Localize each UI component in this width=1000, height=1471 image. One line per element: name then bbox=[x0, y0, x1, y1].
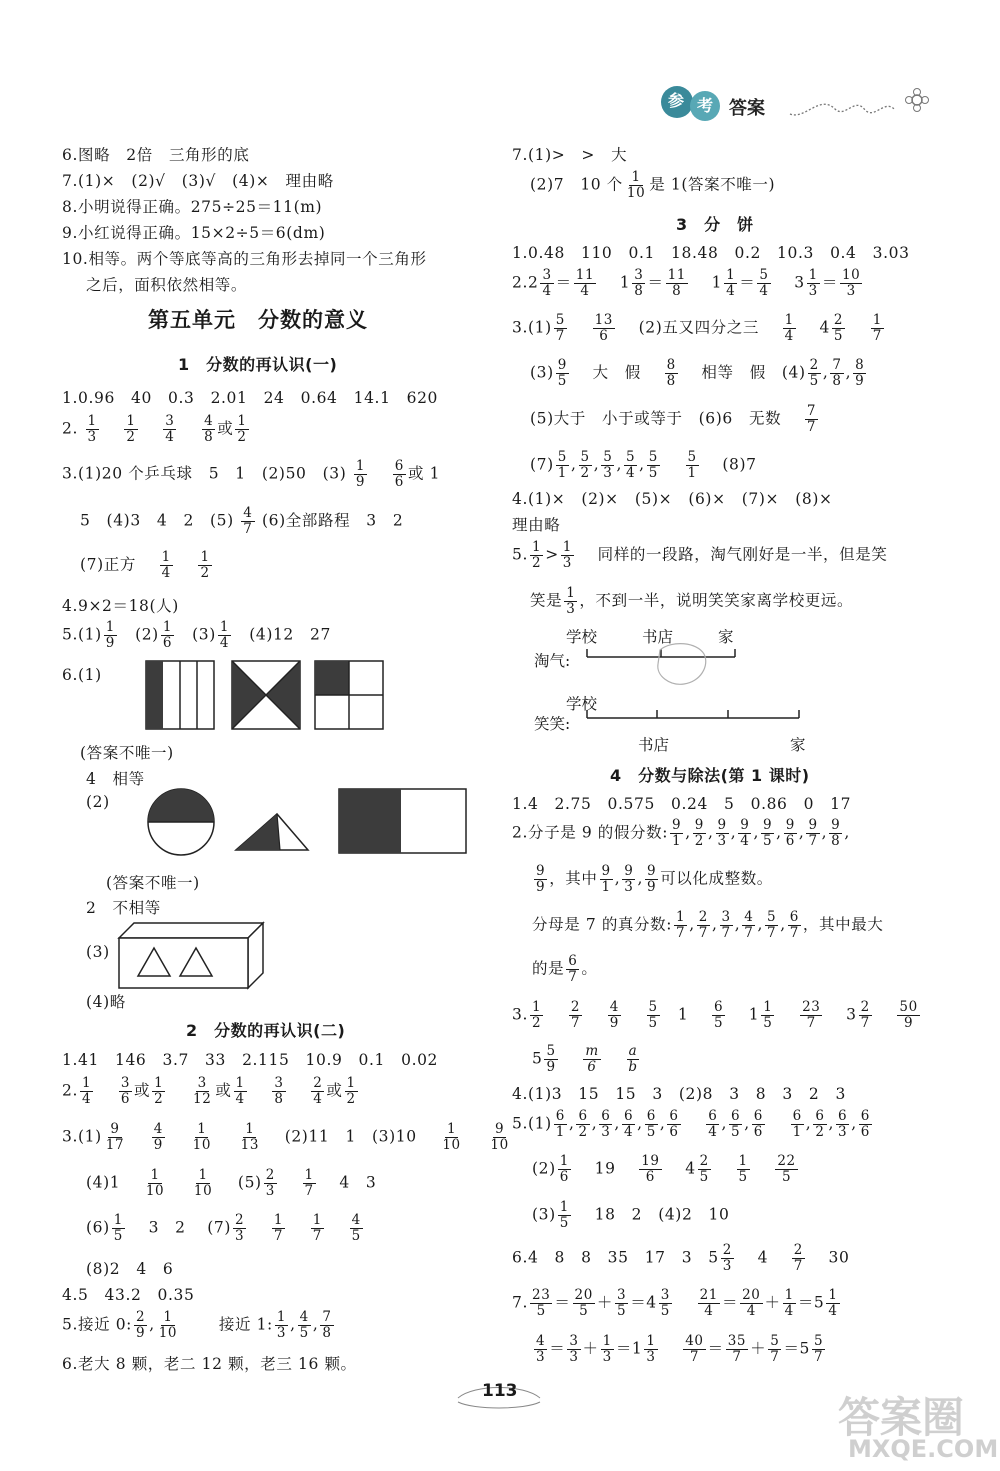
fraction: $\frac{9}{5}$ bbox=[557, 357, 567, 389]
fraction: $\frac{23}{7}$ bbox=[802, 999, 821, 1031]
watermark-logo: 答案圈 bbox=[838, 1393, 965, 1442]
fraction: $\frac{1}{4}$ bbox=[784, 1287, 794, 1319]
text: 6.4 8 8 35 17 3 5 bbox=[512, 1248, 719, 1267]
fraction: $\frac{6}{4}$ bbox=[623, 1108, 634, 1140]
fraction: $\frac{1}{2}$ bbox=[200, 549, 210, 581]
fraction: $\frac{2}{5}$ bbox=[833, 312, 844, 344]
fraction: $\frac{1}{2}$ bbox=[126, 413, 136, 445]
fraction: $\frac{1}{7}$ bbox=[676, 909, 686, 941]
s2-answer-6: 6.老大 8 颗，老二 12 颗，老三 16 颗。 bbox=[62, 1355, 357, 1373]
fraction: $\frac{1}{10}$ bbox=[192, 1121, 212, 1153]
fraction: $\frac{2}{3}$ bbox=[235, 1212, 245, 1244]
fraction: $\frac{5}{7}$ bbox=[770, 1333, 780, 1365]
s4-answer-4: 4.(1)3 15 15 3 (2)8 3 8 3 2 3 bbox=[512, 1085, 846, 1103]
fraction: $\frac{5}{5}$ bbox=[648, 999, 658, 1031]
r-answer-7a: 7.(1)> > 大 bbox=[512, 146, 628, 164]
fraction: $\frac{5}{9}$ bbox=[546, 1043, 556, 1075]
text: 3. bbox=[512, 1005, 528, 1024]
text: (7) bbox=[530, 455, 554, 474]
fraction: $\frac{2}{9}$ bbox=[136, 1309, 146, 1341]
fraction: $\frac{3}{3}$ bbox=[569, 1333, 579, 1365]
fraction: $\frac{5}{7}$ bbox=[766, 909, 777, 941]
text: 大 假 bbox=[592, 363, 641, 382]
fraction: $\frac{3}{4}$ bbox=[165, 413, 175, 445]
fraction: $\frac{1}{3}$ bbox=[276, 1309, 287, 1341]
text: 分母是 7 的真分数: bbox=[532, 915, 673, 934]
fraction: $\frac{6}{4}$ bbox=[708, 1108, 718, 1140]
fraction: $\frac{13}{6}$ bbox=[594, 312, 613, 344]
s4-answer-7b: $\frac{4}{3}$ ＝ $\frac{3}{3}$ ＋ $\frac{1}{3}$ ＝1 $\frac{1}{3}$ $\frac{40}{7}$ ＝ $\frac{35}{7}$ ＋ $\frac{5}{7}$ ＝5 $\frac{5}{7}$ bbox=[536, 1333, 824, 1365]
fraction: $\frac{6}{3}$ bbox=[601, 1108, 611, 1140]
fraction: $\frac{4}{8}$ bbox=[204, 413, 214, 445]
answer-10b: 之后，面积依然相等。 bbox=[86, 276, 248, 294]
fraction: $\frac{1}{10}$ bbox=[158, 1309, 178, 1341]
label-school-1: 学校 bbox=[566, 628, 598, 646]
label-bookstore-1: 书店 bbox=[642, 628, 674, 646]
fraction: $\frac{1}{10}$ bbox=[626, 169, 646, 201]
fraction: $\frac{9}{8}$ bbox=[831, 817, 841, 849]
fraction: $\frac{19}{6}$ bbox=[641, 1153, 660, 1185]
s3-answer-4b: 理由略 bbox=[512, 516, 561, 534]
text: (3) bbox=[192, 625, 216, 644]
fraction: $\frac{6}{5}$ bbox=[731, 1108, 741, 1140]
s1-answer-6-1-result: 4 相等 bbox=[86, 770, 145, 788]
s3-answer-3a: 3.(1) $\frac{5}{7}$ $\frac{13}{6}$ (2)五又四分之三 $\frac{1}{4}$ 4 $\frac{2}{5}$ $\frac{1}{7}$ bbox=[512, 312, 882, 344]
text: 5.接近 0: bbox=[62, 1315, 132, 1334]
text: ，其中 bbox=[549, 869, 598, 888]
s2-answer-3b bbox=[86, 1168, 376, 1199]
label-home-1: 家 bbox=[718, 628, 734, 646]
text: ，不到一半，说明笑笑家离学校更远。 bbox=[579, 591, 854, 610]
fraction: $\frac{9}{1}$ bbox=[601, 863, 611, 895]
fraction: $\frac{4}{5}$ bbox=[351, 1212, 361, 1244]
fraction: $\frac{1}{10}$ bbox=[145, 1167, 165, 1199]
fraction: $\frac{1}{3}$ bbox=[87, 413, 97, 445]
s4-answer-2c: 分母是 7 的真分数: $\frac{1}{7}$ , $\frac{2}{7}$ , $\frac{3}{7}$ , $\frac{4}{7}$ , $\frac{5}{7}$ , $\frac{6}{7}$ ，其中最大 bbox=[532, 909, 884, 941]
s4-answer-2d bbox=[532, 954, 598, 985]
fraction: $\frac{9}{3}$ bbox=[624, 863, 634, 895]
fraction: $\frac{1}{3}$ bbox=[646, 1333, 656, 1365]
text: (3) bbox=[532, 1205, 556, 1224]
fraction: $\frac{1}{4}$ bbox=[82, 1075, 92, 1107]
fraction: $\frac{7}{7}$ bbox=[806, 403, 817, 435]
text: (2)7 10 个 bbox=[530, 175, 623, 194]
text: (2) bbox=[532, 1159, 556, 1178]
s1-answer-4: 4.9×2＝18(人) bbox=[62, 597, 179, 615]
section-4-title: 4 分数与除法(第 1 课时) bbox=[610, 766, 810, 785]
s1-answer-6-2-result: 2 不相等 bbox=[86, 899, 161, 917]
text: 5 (4)3 4 2 (5) bbox=[80, 511, 234, 530]
fraction: $\frac{1}{6}$ bbox=[559, 1153, 569, 1185]
fraction: $\frac{1}{5}$ bbox=[763, 999, 773, 1031]
fraction: $\frac{4}{7}$ bbox=[744, 909, 754, 941]
text: 3 2 bbox=[148, 1218, 186, 1237]
s4-answer-7a: 7. $\frac{23}{5}$ ＝ $\frac{20}{5}$ ＋ $\frac{3}{5}$ ＝4 $\frac{3}{5}$ $\frac{21}{4}$ ＝ $\frac{20}{4}$ ＋ $\frac{1}{4}$ ＝5 $\frac{1}{4}$ bbox=[512, 1287, 838, 1319]
text: 2. bbox=[512, 273, 528, 292]
s1-answer-3b bbox=[80, 506, 403, 537]
text: 7. bbox=[512, 1293, 528, 1312]
fraction: $\frac{2}{7}$ bbox=[698, 909, 708, 941]
label-xiaoxiao: 笑笑: bbox=[534, 715, 571, 733]
text: 19 bbox=[594, 1159, 616, 1178]
fraction: $\frac{4}{3}$ bbox=[536, 1333, 546, 1365]
fraction: $\frac{9}{7}$ bbox=[808, 817, 818, 849]
fraction: $\frac{1}{13}$ bbox=[240, 1121, 260, 1153]
fraction: $\frac{2}{7}$ bbox=[793, 1242, 803, 1274]
fraction: $\frac{m}{6}$ bbox=[585, 1043, 599, 1075]
text: (8)7 bbox=[722, 455, 757, 474]
fraction: $\frac{3}{7}$ bbox=[721, 909, 731, 941]
fraction: $\frac{35}{7}$ bbox=[727, 1333, 747, 1365]
fraction: $\frac{5}{4}$ bbox=[625, 449, 636, 481]
fraction: $\frac{11}{4}$ bbox=[575, 267, 595, 299]
text: 2.分子是 9 的假分数: bbox=[512, 823, 669, 842]
s4-answer-2a: 2.分子是 9 的假分数: $\frac{9}{1}$ , $\frac{9}{2}$ , $\frac{9}{3}$ , $\frac{9}{4}$ , $\frac{9}{5}$ , $\frac{9}{6}$ , $\frac{9}{7}$ , $\frac{9}{8}$ , bbox=[512, 817, 850, 849]
s2-answer-1: 1.41 146 3.7 33 2.115 10.9 0.1 0.02 bbox=[62, 1051, 439, 1069]
fraction: $\frac{9}{1}$ bbox=[672, 817, 682, 849]
s3-answer-5a: 5. $\frac{1}{2}$ > $\frac{1}{3}$ 同样的一段路，淘气刚好是一半，但是笑 bbox=[512, 539, 888, 571]
fraction: $\frac{4}{9}$ bbox=[609, 999, 619, 1031]
header-badge bbox=[655, 84, 935, 126]
fraction: $\frac{1}{3}$ bbox=[566, 585, 576, 617]
text: (7) bbox=[207, 1218, 232, 1237]
answer-6: 6.图略 2倍 三角形的底 bbox=[62, 146, 250, 164]
answer-9: 9.小红说得正确。15×2÷5＝6(dm) bbox=[62, 224, 326, 242]
fraction: $\frac{9}{6}$ bbox=[785, 817, 795, 849]
fraction: $\frac{1}{2}$ bbox=[532, 539, 542, 571]
fraction: $\frac{8}{8}$ bbox=[666, 357, 676, 389]
fraction: $\frac{7}{8}$ bbox=[322, 1309, 332, 1341]
answer-8: 8.小明说得正确。275÷25＝11(m) bbox=[62, 198, 323, 216]
s3-answer-1: 1.0.48 110 0.1 18.48 0.2 10.3 0.4 3.03 bbox=[512, 244, 910, 262]
fraction: $\frac{6}{6}$ bbox=[860, 1108, 870, 1140]
s3-answer-3b: (3) $\frac{9}{5}$ 大 假 $\frac{8}{8}$ 相等 假 (4) $\frac{2}{5}$ , $\frac{7}{8}$ , $\frac{8}{9}$ bbox=[530, 357, 865, 389]
fraction: $\frac{5}{4}$ bbox=[759, 267, 769, 299]
text: 笑是 bbox=[530, 591, 563, 610]
text: 。 bbox=[581, 959, 598, 978]
fraction: $\frac{1}{7}$ bbox=[312, 1212, 322, 1244]
s1-figure-3-prism bbox=[116, 920, 266, 990]
section-2-title: 2 分数的再认识(二) bbox=[186, 1021, 346, 1040]
text: 的是 bbox=[532, 959, 565, 978]
fraction: $\frac{2}{7}$ bbox=[860, 999, 870, 1031]
fraction: $\frac{1}{4}$ bbox=[161, 549, 171, 581]
fraction: $\frac{1}{3}$ bbox=[562, 539, 572, 571]
s1-answer-3a bbox=[62, 459, 440, 490]
s1-answer-6-2: (2) bbox=[86, 793, 110, 811]
fraction: $\frac{6}{1}$ bbox=[555, 1108, 565, 1140]
or-text: 或 bbox=[326, 1081, 343, 1100]
fraction: $\frac{3}{8}$ bbox=[274, 1075, 284, 1107]
label-bookstore-2: 书店 bbox=[638, 736, 670, 754]
fraction: $\frac{6}{7}$ bbox=[789, 909, 799, 941]
fraction: $\frac{1}{7}$ bbox=[872, 312, 882, 344]
watermark-url: MXQE.COM bbox=[848, 1435, 999, 1463]
s1-note-2: (答案不唯一) bbox=[106, 874, 200, 892]
fraction: $\frac{6}{6}$ bbox=[669, 1108, 679, 1140]
text: (5)大于 小于或等于 (6)6 无数 bbox=[530, 409, 782, 428]
s3-answer-4a: 4.(1)× (2)× (5)× (6)× (7)× (8)× bbox=[512, 490, 833, 508]
or-text: 或 bbox=[134, 1081, 151, 1100]
s3-answer-5b bbox=[530, 586, 853, 617]
s4-answer-5b: (2) $\frac{1}{6}$ 19 $\frac{19}{6}$ 4 $\frac{2}{5}$ $\frac{1}{5}$ $\frac{22}{5}$ bbox=[532, 1153, 796, 1185]
text: 18 2 (4)2 10 bbox=[594, 1205, 730, 1224]
s3-answer-3c bbox=[530, 404, 820, 435]
text: 同样的一段路，淘气刚好是一半，但是笑 bbox=[597, 545, 888, 564]
unit-title: 第五单元 分数的意义 bbox=[148, 308, 368, 332]
answer-7: 7.(1)× (2)√ (3)√ (4)× 理由略 bbox=[62, 172, 334, 190]
badge-char-2: 考 bbox=[697, 96, 714, 115]
fraction: $\frac{1}{4}$ bbox=[828, 1287, 838, 1319]
text: (7)正方 bbox=[80, 555, 136, 574]
s1-answer-6-3: (3) bbox=[86, 943, 110, 961]
fraction: $\frac{1}{4}$ bbox=[219, 619, 230, 651]
text: (4)12 27 bbox=[249, 625, 331, 644]
s3-answer-3d: (7) $\frac{5}{1}$ , $\frac{5}{2}$ , $\frac{5}{3}$ , $\frac{5}{4}$ , $\frac{5}{5}$ $\frac{5}{1}$ (8)7 bbox=[530, 449, 757, 481]
text: 相等 假 (4) bbox=[701, 363, 806, 382]
fraction: $\frac{1}{10}$ bbox=[442, 1121, 461, 1153]
s4-answer-6 bbox=[512, 1243, 849, 1274]
text: 是 1(答案不唯一) bbox=[649, 175, 776, 194]
badge-char-3: 答案 bbox=[729, 98, 765, 119]
fraction: $\frac{9}{5}$ bbox=[762, 817, 773, 849]
text: 4 bbox=[757, 1248, 769, 1267]
page-number: 113 bbox=[482, 1381, 518, 1401]
fraction: $\frac{50}{9}$ bbox=[899, 999, 918, 1031]
fraction: $\frac{1}{3}$ bbox=[602, 1333, 612, 1365]
label-taoqi: 淘气: bbox=[534, 652, 571, 670]
fraction: $\frac{9}{17}$ bbox=[105, 1121, 125, 1153]
s2-answer-3c bbox=[86, 1213, 365, 1244]
fraction: $\frac{1}{2}$ bbox=[154, 1075, 164, 1107]
label-school-2: 学校 bbox=[566, 695, 598, 713]
fraction: $\frac{1}{6}$ bbox=[162, 619, 173, 651]
fraction: $\frac{2}{4}$ bbox=[313, 1075, 323, 1107]
fraction: $\frac{6}{2}$ bbox=[578, 1108, 588, 1140]
text: (6)全部路程 3 2 bbox=[262, 511, 404, 530]
fraction: $\frac{5}{2}$ bbox=[580, 449, 590, 481]
fraction: $\frac{2}{7}$ bbox=[570, 999, 581, 1031]
text: 3.(1) bbox=[512, 318, 552, 337]
text: 接近 1: bbox=[218, 1315, 273, 1334]
or-text: 或 bbox=[217, 419, 234, 438]
text: (6) bbox=[86, 1218, 110, 1237]
fraction: $\frac{4}{5}$ bbox=[299, 1309, 309, 1341]
s1-figures-2 bbox=[142, 788, 472, 858]
s2-answer-3a bbox=[62, 1122, 513, 1153]
fraction: $\frac{6}{7}$ bbox=[568, 953, 578, 985]
fraction: $\frac{9}{9}$ bbox=[536, 863, 546, 895]
fraction: $\frac{6}{2}$ bbox=[815, 1108, 825, 1140]
fraction: $\frac{6}{5}$ bbox=[646, 1108, 656, 1140]
fraction: $\frac{1}{4}$ bbox=[726, 267, 736, 299]
s4-answer-5a: 5.(1) $\frac{6}{1}$ , $\frac{6}{2}$ , $\frac{6}{3}$ , $\frac{6}{4}$ , $\frac{6}{5}$ , $\frac{6}{6}$ $\frac{6}{4}$ , $\frac{6}{5}$ , $\frac{6}{6}$ $\frac{6}{1}$ , $\frac{6}{2}$ , $\frac{6}{3}$ , $\frac{6}{6}$ bbox=[512, 1108, 870, 1140]
section-3-title: 3 分 饼 bbox=[676, 215, 754, 234]
text: 2. bbox=[62, 1081, 78, 1100]
fraction: $\frac{1}{4}$ bbox=[235, 1075, 245, 1107]
text: 3.(1) bbox=[62, 1127, 102, 1146]
fraction: $\frac{10}{3}$ bbox=[841, 267, 861, 299]
fraction: $\frac{2}{5}$ bbox=[699, 1153, 709, 1185]
fraction: $\frac{6}{6}$ bbox=[394, 458, 404, 490]
fraction: $\frac{11}{8}$ bbox=[667, 267, 686, 299]
fraction: $\frac{1}{5}$ bbox=[559, 1199, 569, 1231]
section-1-title: 1 分数的再认识(一) bbox=[178, 355, 338, 374]
fraction: $\frac{20}{4}$ bbox=[742, 1287, 761, 1319]
fraction: $\frac{6}{5}$ bbox=[713, 999, 724, 1031]
fraction: $\frac{1}{9}$ bbox=[105, 619, 115, 651]
fraction: $\frac{3}{4}$ bbox=[542, 267, 552, 299]
fraction: $\frac{8}{9}$ bbox=[855, 357, 865, 389]
text: 或 1 bbox=[407, 464, 441, 483]
s1-note-1: (答案不唯一) bbox=[80, 744, 174, 762]
s4-answer-1: 1.4 2.75 0.575 0.24 5 0.86 0 17 bbox=[512, 795, 852, 813]
fraction: $\frac{9}{10}$ bbox=[490, 1121, 509, 1153]
s2-answer-2 bbox=[62, 1076, 360, 1107]
fraction: $\frac{1}{7}$ bbox=[304, 1167, 314, 1199]
label-home-2: 家 bbox=[790, 736, 806, 754]
text: 可以化成整数。 bbox=[660, 869, 773, 888]
stamp-icon bbox=[652, 640, 712, 690]
s1-answer-2 bbox=[62, 414, 251, 445]
fraction: $\frac{1}{9}$ bbox=[355, 458, 366, 490]
fraction: $\frac{2}{3}$ bbox=[722, 1242, 732, 1274]
answer-10a: 10.相等。两个等底等高的三角形去掉同一个三角形 bbox=[62, 250, 427, 268]
s2-answer-4: 4.5 43.2 0.35 bbox=[62, 1286, 195, 1304]
route-line-xiaoxiao bbox=[585, 706, 815, 726]
s1-figures-1 bbox=[142, 660, 392, 732]
text: (5) bbox=[237, 1173, 262, 1192]
fraction: $\frac{1}{2}$ bbox=[346, 1075, 356, 1107]
s1-answer-1: 1.0.96 40 0.3 2.01 24 0.64 14.1 620 bbox=[62, 389, 439, 407]
fraction: $\frac{5}{1}$ bbox=[557, 449, 567, 481]
fraction: $\frac{20}{5}$ bbox=[574, 1287, 593, 1319]
fraction: $\frac{21}{4}$ bbox=[699, 1287, 718, 1319]
s1-answer-5 bbox=[62, 620, 331, 651]
fraction: $\frac{9}{4}$ bbox=[740, 817, 750, 849]
badge-char-1: 参 bbox=[668, 91, 685, 110]
fraction: $\frac{2}{3}$ bbox=[265, 1167, 275, 1199]
text: (2)五又四分之三 bbox=[638, 318, 759, 337]
fraction: $\frac{5}{7}$ bbox=[814, 1333, 824, 1365]
fraction: $\frac{5}{5}$ bbox=[648, 449, 658, 481]
s3-answer-2: 2.2 $\frac{3}{4}$ ＝ $\frac{11}{4}$ 1 $\frac{3}{8}$ ＝ $\frac{11}{8}$ 1 $\frac{1}{4}$ ＝ $\frac{5}{4}$ 3 $\frac{1}{3}$ ＝ $\frac{10}{3}$ bbox=[512, 267, 861, 299]
s4-answer-5c bbox=[532, 1200, 729, 1231]
fraction: $\frac{1}{2}$ bbox=[237, 413, 247, 445]
fraction: $\frac{1}{10}$ bbox=[193, 1167, 213, 1199]
text: 3.(1)20 个乒乓球 5 1 (2)50 (3) bbox=[62, 464, 347, 483]
fraction: $\frac{1}{5}$ bbox=[738, 1153, 748, 1185]
fraction: $\frac{1}{7}$ bbox=[273, 1212, 284, 1244]
fraction: $\frac{9}{2}$ bbox=[694, 817, 704, 849]
fraction: $\frac{6}{1}$ bbox=[792, 1108, 802, 1140]
fraction: $\frac{5}{7}$ bbox=[555, 312, 565, 344]
fraction: $\frac{3}{8}$ bbox=[634, 267, 644, 299]
s1-answer-6-4: (4)略 bbox=[86, 993, 126, 1011]
fraction: $\frac{a}{b}$ bbox=[628, 1043, 638, 1075]
fraction: $\frac{23}{5}$ bbox=[532, 1287, 551, 1319]
text: 4 3 bbox=[339, 1173, 377, 1192]
text: (4)1 bbox=[86, 1173, 121, 1192]
fraction: $\frac{9}{9}$ bbox=[646, 863, 657, 895]
text: (2)11 1 (3)10 bbox=[284, 1127, 417, 1146]
fraction: $\frac{6}{6}$ bbox=[753, 1108, 763, 1140]
fraction: $\frac{3}{6}$ bbox=[120, 1075, 131, 1107]
fraction: $\frac{3}{12}$ bbox=[193, 1075, 212, 1107]
s1-answer-6-1: 6.(1) bbox=[62, 666, 102, 684]
label: 2. bbox=[62, 419, 78, 438]
s2-answer-3d: (8)2 4 6 bbox=[86, 1260, 174, 1278]
fraction: $\frac{3}{5}$ bbox=[617, 1287, 627, 1319]
s2-answer-5: 5.接近 0: $\frac{2}{9}$ , $\frac{1}{10}$ 接近 1: $\frac{1}{3}$ , $\frac{4}{5}$ , $\frac{7}{8}$ bbox=[62, 1309, 332, 1341]
fraction: $\frac{3}{5}$ bbox=[660, 1287, 670, 1319]
text: (3) bbox=[530, 363, 554, 382]
fraction: $\frac{40}{7}$ bbox=[685, 1333, 704, 1365]
text: 5.(1) bbox=[512, 1114, 552, 1133]
or-text: 或 bbox=[215, 1081, 232, 1100]
text: 30 bbox=[828, 1248, 850, 1267]
s4-answer-2b: $\frac{9}{9}$ ，其中 $\frac{9}{1}$ , $\frac{9}{3}$ , $\frac{9}{9}$ 可以化成整数。 bbox=[536, 863, 773, 895]
fraction: $\frac{9}{3}$ bbox=[717, 817, 727, 849]
fraction: $\frac{1}{5}$ bbox=[113, 1212, 123, 1244]
fraction: $\frac{6}{3}$ bbox=[838, 1108, 848, 1140]
fraction: $\frac{1}{3}$ bbox=[808, 267, 818, 299]
text: (2) bbox=[135, 625, 159, 644]
text: ，其中最大 bbox=[802, 915, 884, 934]
fraction: $\frac{1}{2}$ bbox=[532, 999, 542, 1031]
fraction: $\frac{1}{4}$ bbox=[784, 312, 794, 344]
fraction: $\frac{4}{9}$ bbox=[153, 1121, 163, 1153]
fraction: $\frac{7}{8}$ bbox=[832, 357, 842, 389]
text: 5.(1) bbox=[62, 625, 102, 644]
r-answer-7b bbox=[530, 170, 775, 201]
s1-answer-3c bbox=[80, 550, 214, 581]
fraction: $\frac{2}{5}$ bbox=[809, 357, 819, 389]
s4-answer-3a: 3. $\frac{1}{2}$ $\frac{2}{7}$ $\frac{4}{9}$ $\frac{5}{5}$ 1 $\frac{6}{5}$ 1 $\frac{1}{5}$ $\frac{23}{7}$ 3 $\frac{2}{7}$ $\frac{50}{9}$ bbox=[512, 999, 918, 1031]
fraction: $\frac{22}{5}$ bbox=[777, 1153, 796, 1185]
fraction: $\frac{5}{1}$ bbox=[687, 449, 697, 481]
fraction: $\frac{4}{7}$ bbox=[243, 505, 253, 537]
s4-answer-3b: 5 $\frac{5}{9}$ $\frac{m}{6}$ $\frac{a}{b}$ bbox=[532, 1043, 638, 1075]
fraction: $\frac{5}{3}$ bbox=[603, 449, 613, 481]
